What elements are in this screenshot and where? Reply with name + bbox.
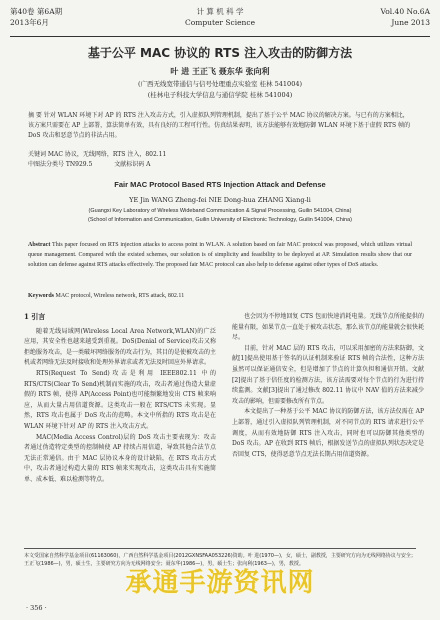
body-column-right [232, 312, 424, 460]
page-number: · 356 · [26, 604, 47, 612]
journal-name-zh: 计 算 机 科 学 [196, 7, 244, 16]
abstract-en-text: This paper focused on RTS injection attacks to access point in WLAN. A solution based on fair MAC protocol was proposed, which utilizes virtual queue management. Compared with the existed schemes, our solution is of simplicity and feasibility to be deployed at AP. Simulation results show that our solution can defense against RTS attacks effectively. The proposed fair MAC protocol can also help to defense against other types of DoS attacks. [28, 242, 412, 268]
document-code: 文献标识码 A [114, 161, 151, 168]
journal-name-en: Computer Science [184, 18, 256, 27]
body-column-left [24, 312, 216, 486]
affiliation-en-2: (School of Information and Communication, Guilin University of Electronic Technology, Guilin 541004, China) [88, 217, 352, 223]
affiliation-zh-2: (桂林电子科技大学信息与通信学院 桂林 541004) [147, 91, 293, 99]
affiliation-zh [0, 79, 440, 101]
abstract-en-label: Abstract [28, 242, 51, 248]
footnote: 本文受国家自然科学基金项目(61163060)，广西自然科学基金项目(2012GXNSFAA053226)资助。叶 进(1970—)，女，硕士，副教授，主要研究方向为无线网络协议与安全；王正飞(1986—)，男，硕士生，主要研究方向为无线网络安全；聂东华(1986—)，男，硕士生；张向利(1963—)，男，教授。 [24, 548, 416, 568]
paragraph: 随着无线局域网(Wireless Local Area Network,WLAN)的广泛应用，其安全性也越来越受到重视。DoS(Denial of Service)攻击又称拒绝服务攻击，是一类破坏网络服务的攻击行为，其目的是使被攻击的主机或者网络无法及时接收和处理外界请求或者无法及时回应外界请求。 [24, 327, 217, 367]
clc-number: 中图法分类号 TN929.5 [28, 161, 93, 168]
paragraph: 本文提出了一种基于公平 MAC 协议的防御方法，该方法仅需在 AP 上部署，通过引入虚拟队列管理机制，对不同节点的 RTS 请求进行公平调度，从而有效地防御 RTS 注入攻击，同时也可以防御其他类型的 DoS 攻击。AP 在收到 RTS 帧后，根据发送节点的虚拟队列状态决定是否回复 CTS，使得恶意节点无法长期占用信道资源。 [232, 408, 424, 458]
running-header [10, 6, 430, 37]
classification-zh [28, 160, 412, 170]
header-date: 2013年6月 [10, 18, 49, 27]
paper-title-en: Fair MAC Protocol Based RTS Injection Attack and Defense [114, 180, 326, 189]
header-volume: 第40卷 第6A期 [10, 7, 63, 16]
paragraph: MAC(Media Access Control)层的 DoS 攻击主要表现为：攻击者通过伪造特定类型的控制帧使 AP 持续占用信道，导致其他合法节点无法正常通信。由于 MAC 层协议本身的设计缺陷，在 RTS 攻击方式中，攻击者通过构造大量的 RTS 帧来实现攻击，这类攻击具有实施简单、成本低、难以检测等特点。 [24, 433, 216, 483]
paragraph: 也会因为不停地回复 CTS 包而快速消耗电量。无线节点所能提供的能量有限，如果节点一直处于被攻击状态，那么该节点的能量就会很快耗尽。 [232, 313, 425, 342]
header-center [10, 6, 430, 28]
site-watermark: 承通手游资讯网 [125, 568, 315, 598]
paragraph: RTS(Request To Send)攻击是利用 IEEE802.11 中的 RTS/CTS(Clear To Send)机制而实施的攻击，攻击者通过伪造大量虚假的 RTS 帧，使得 AP(Access Point)也可能频繁地发出 CTS 帧来响应，从而大量占用信道资源。这类攻击一般在 RTS/CTS 未实现。显然，RTS 攻击也属于 DoS 攻击的范畴。本文中所指的 RTS 攻击是在 WLAN 环境下针对 AP 的 RTS 注入攻击方式。 [24, 369, 216, 430]
header-date-en: June 2013 [391, 18, 430, 27]
authors-en: YE Jin WANG Zheng-fei NIE Dong-hua ZHANG Xiang-li [129, 196, 311, 204]
keywords-en [28, 291, 412, 301]
affiliation-en [0, 207, 440, 225]
paragraph: 目前，针对 MAC 层的 RTS 攻击，可以采用加密的方法来防御，文献[1]提出使用基于签名的认证机制来验证 RTS 帧的合法性，这种方法虽然可以保证通信安全，但是增加了节点的计算负担和通信开销。文献[2]提出了基于信任度的检测方法，该方法需要对每个节点的行为进行持续监测。文献[3]提出了通过修改 802.11 协议中 NAV 值的方法来减少攻击的影响，但需要修改所有节点。 [232, 344, 424, 405]
keywords-en-text: MAC protocol, Wireless network, RTS attack, 802.11 [55, 293, 185, 299]
keywords-zh: 关键词 MAC 协议，无线网络，RTS 注入，802.11 [28, 151, 167, 158]
paper-title-zh: 基于公平 MAC 协议的 RTS 注入攻击的防御方法 [87, 46, 353, 60]
header-right [381, 6, 430, 28]
affiliation-zh-1: (广西无线宽带通信与信号处理重点实验室 桂林 541004) [137, 80, 303, 88]
abstract-zh: 摘 要 针对 WLAN 环境下对 AP 的 RTS 注入攻击方式，引入虚拟队列管理机制，提出了基于公平 MAC 协议的解决方案。与已有的方案相比，该方案只需要在 AP 上部署，算法简单有效，具有良好的工程可行性。仿真结果表明，该方法能够有效地防御 WLAN 环境下基于虚假 RTS 帧的 DoS 攻击和恶意节点的非法占用。 [28, 112, 411, 139]
affiliation-en-1: (Guangxi Key Laboratory of Wireless Wideband Communication & Signal Processing, Guilin 541004, China) [88, 208, 352, 214]
authors-zh: 叶 进 王正飞 聂东华 张向利 [170, 66, 270, 76]
keywords-en-label: Keywords [28, 293, 54, 299]
header-volume-en: Vol.40 No.6A [380, 7, 430, 16]
section-heading-intro: 1 引言 [24, 312, 46, 321]
abstract-en [28, 240, 412, 270]
